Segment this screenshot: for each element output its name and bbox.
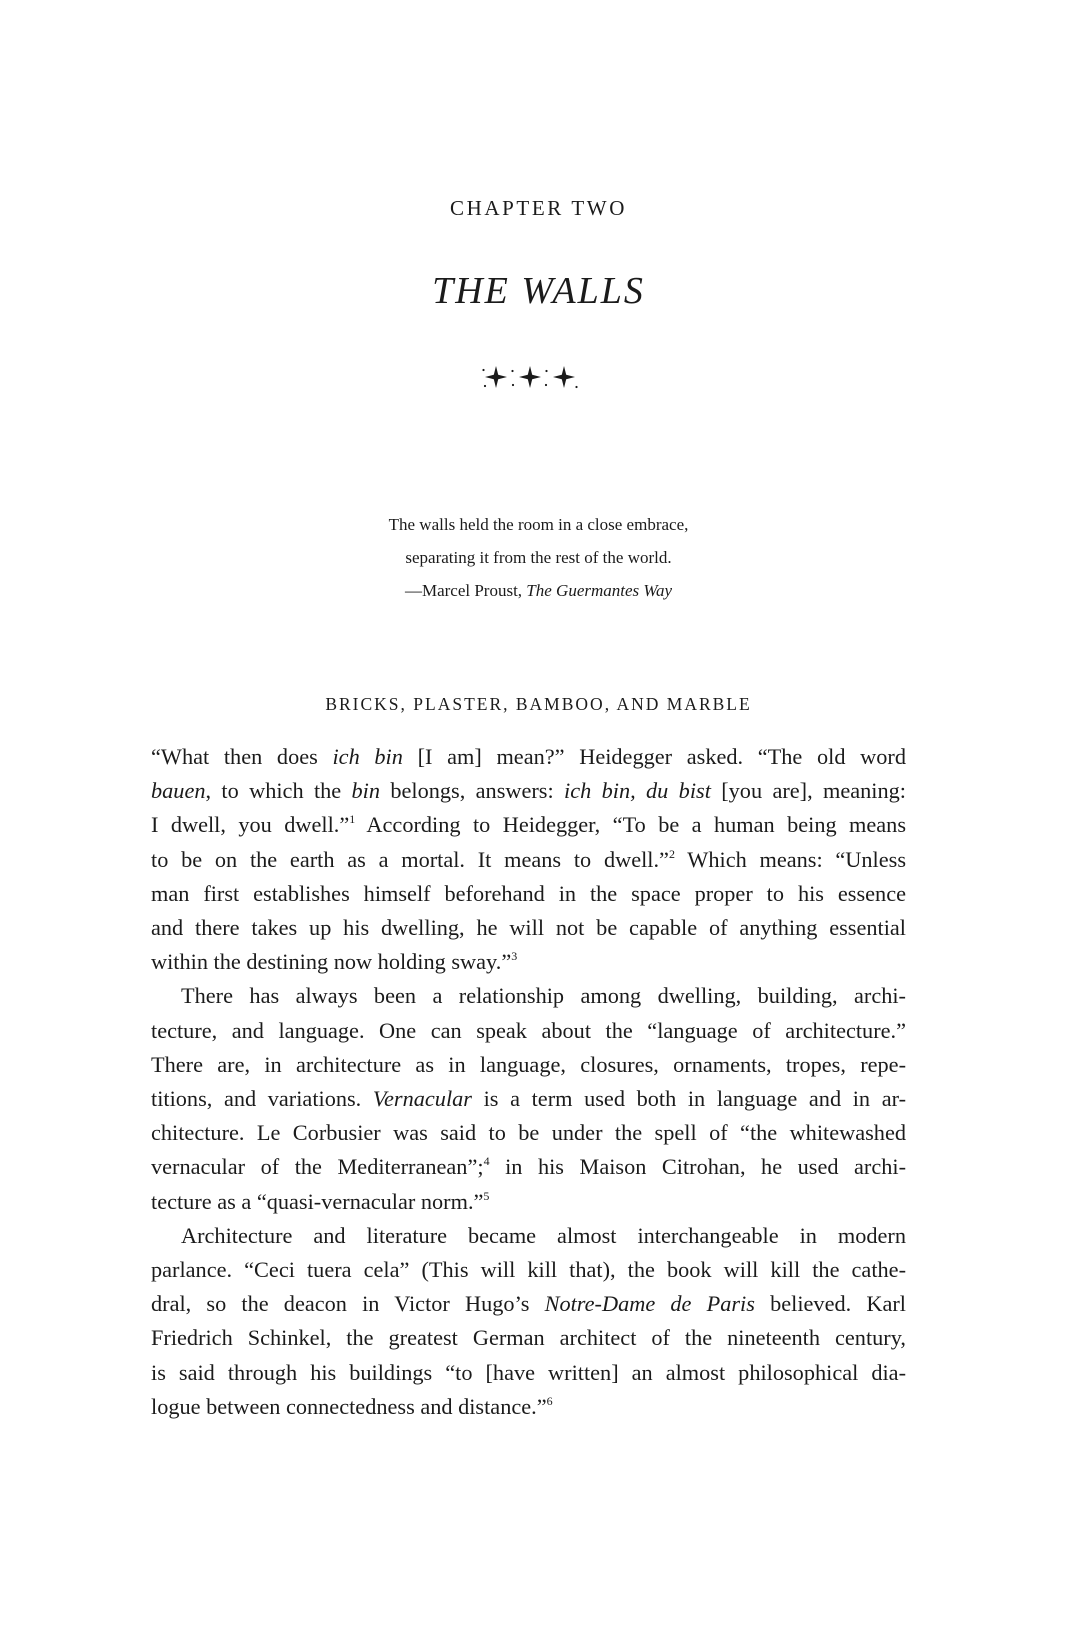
text-line: and there takes up his dwelling, he will not be capable of anything essential <box>151 915 906 941</box>
text-line: tecture, and language. One can speak about the “language of architecture.” <box>151 1017 906 1043</box>
text-line: within the destining now holding sway.”$^3$ <box>151 949 518 975</box>
text-line: There has always been a relationship among dwelling, building, archi- <box>181 983 906 1009</box>
epigraph-work-title: The Guermantes Way <box>526 581 673 600</box>
text-line: There are, in architecture as in language, closures, ornaments, tropes, repe- <box>151 1051 906 1077</box>
text-line: tecture as a “quasi-vernacular norm.”$^5$ <box>151 1188 490 1214</box>
text-line: “What then does ich bin [I am] mean?” Heidegger asked. “The old word <box>151 744 906 769</box>
epigraph-attribution: —Marcel Proust, The Guermantes Way <box>404 581 673 600</box>
text-line: dral, so the deacon in Victor Hugo’s Notre-Dame de Paris believed. Karl <box>151 1291 906 1317</box>
star-ornament-icon <box>482 362 578 392</box>
text-line: to be on the earth as a mortal. It means to dwell.”$^2$ Which means: “Unless <box>151 846 906 872</box>
paragraph-3 <box>151 1219 906 1424</box>
epigraph <box>0 508 1077 607</box>
paragraph-1 <box>151 740 906 979</box>
footnote-ref[interactable]: 3 <box>511 949 518 964</box>
footnote-ref[interactable]: 1 <box>349 812 356 827</box>
footnote-ref[interactable]: 2 <box>668 846 675 861</box>
text-line: logue between connectedness and distance.”$^6$ <box>151 1393 553 1419</box>
footnote-ref[interactable]: 5 <box>483 1188 490 1203</box>
body-text <box>151 740 906 1424</box>
section-heading: BRICKS, PLASTER, BAMBOO, AND MARBLE <box>325 694 752 714</box>
text-line: Architecture and literature became almost interchangeable in modern <box>181 1222 906 1248</box>
text-line: man first establishes himself beforehand in the space proper to his essence <box>151 880 906 906</box>
text-line: is said through his buildings “to [have written] an almost philosophical dia- <box>151 1359 906 1385</box>
text-line: titions, and variations. Vernacular is a term used both in language and in ar- <box>151 1086 906 1112</box>
text-line: vernacular of the Mediterranean”;$^4$ in his Maison Citrohan, he used archi- <box>151 1154 907 1180</box>
chapter-title: THE WALLS <box>432 270 645 312</box>
footnote-ref[interactable]: 6 <box>546 1393 553 1408</box>
epigraph-line: The walls held the room in a close embrace, <box>388 515 689 534</box>
text-line: I dwell, you dwell.”$^1$ According to Heidegger, “To be a human being means <box>151 812 906 838</box>
footnote-ref[interactable]: 4 <box>483 1154 490 1169</box>
text-line: Friedrich Schinkel, the greatest German architect of the nineteenth century, <box>151 1325 906 1351</box>
epigraph-line: separating it from the rest of the world. <box>405 548 672 567</box>
chapter-label: CHAPTER TWO <box>450 196 627 220</box>
paragraph-2 <box>151 979 906 1218</box>
text-line: bauen, to which the bin belongs, answers: ich bin, du bist [you are], meaning: <box>151 778 906 804</box>
text-line: parlance. “Ceci tuera cela” (This will kill that), the book will kill the cathe- <box>151 1257 906 1283</box>
text-line: chitecture. Le Corbusier was said to be under the spell of “the whitewashed <box>151 1120 906 1146</box>
